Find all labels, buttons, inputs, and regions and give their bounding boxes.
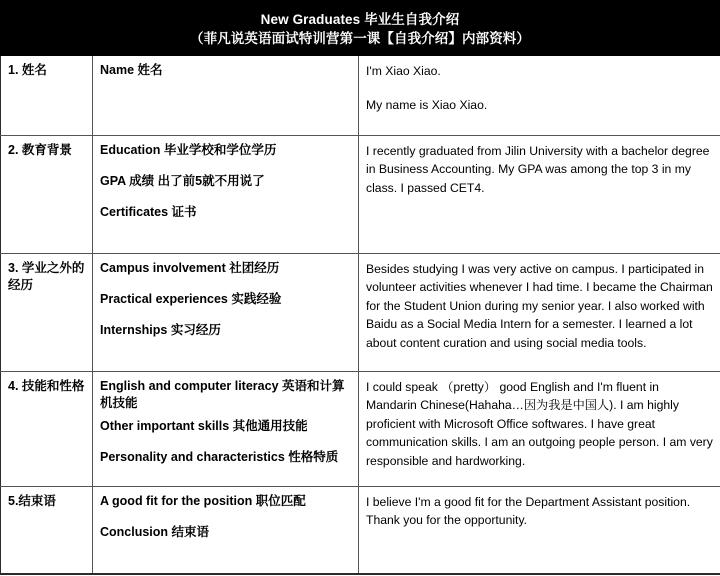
row-answer-cell xyxy=(359,135,720,253)
answer-paragraph: I believe I'm a good fit for the Department Assistant position. Thank you for the opportunity. xyxy=(366,494,691,527)
row-index-label: 2. 教育背景 xyxy=(8,142,72,157)
topic-line: Education 毕业学校和学位学历 xyxy=(100,142,277,157)
table-row xyxy=(1,253,720,371)
row-answer-cell xyxy=(359,56,720,135)
table-row xyxy=(1,135,720,253)
row-index-label: 5.结束语 xyxy=(8,493,56,508)
row-topic-cell xyxy=(93,135,359,253)
answer-line: I'm Xiao Xiao. xyxy=(366,64,441,78)
topic-line: Name 姓名 xyxy=(100,63,163,77)
row-index-cell xyxy=(1,135,93,253)
row-topic-cell xyxy=(93,486,359,574)
answer-paragraph: Besides studying I was very active on campus. I participated in volunteer activities whenever I had time. I became the Chairman for the Student Union during my senior year. I also worked with Baidu as a Social Media Intern for a semester. I learned a lot about content curation and using social media tools. xyxy=(366,261,713,350)
answer-paragraph: I recently graduated from Jilin University with a bachelor degree in Business Accounting. My GPA was among the top 3 in my class. I passed CET4. xyxy=(366,143,710,195)
topic-line: Campus involvement 社团经历 xyxy=(100,260,280,275)
row-topic-cell xyxy=(93,56,359,135)
header-title-secondary: （菲凡说英语面试特训营第一课【自我介绍】内部资料） xyxy=(190,30,530,46)
row-index-cell xyxy=(1,56,93,135)
row-answer-cell xyxy=(359,486,720,574)
document-header-banner xyxy=(0,0,720,56)
self-introduction-table xyxy=(0,56,720,575)
row-topic-cell xyxy=(93,371,359,486)
table-row xyxy=(1,56,720,135)
topic-line: Certificates 证书 xyxy=(100,204,197,219)
table-row xyxy=(1,371,720,486)
row-index-cell xyxy=(1,371,93,486)
row-index-label: 1. 姓名 xyxy=(8,63,47,77)
row-index-cell xyxy=(1,486,93,574)
topic-line: GPA 成绩 出了前5就不用说了 xyxy=(100,173,265,188)
row-index-label: 3. 学业之外的经历 xyxy=(8,260,85,292)
topic-line: A good fit for the position 职位匹配 xyxy=(100,493,306,508)
topic-line: Personality and characteristics 性格特质 xyxy=(100,449,339,464)
topic-line: Conclusion 结束语 xyxy=(100,524,210,539)
row-answer-cell xyxy=(359,253,720,371)
table-row xyxy=(1,486,720,574)
topic-line: Practical experiences 实践经验 xyxy=(100,291,282,306)
row-topic-cell xyxy=(93,253,359,371)
topic-line: Other important skills 其他通用技能 xyxy=(100,418,308,433)
row-answer-cell xyxy=(359,371,720,486)
topic-line: Internships 实习经历 xyxy=(100,322,221,337)
answer-paragraph: I could speak （pretty） good English and I'm fluent in Mandarin Chinese(Hahaha…因为我是中国人). I am highly proficient with Microsoft Office softwares. I have great communication skills. I am an outgoing people person. I am very responsible and hardworking. xyxy=(366,379,713,468)
row-index-label: 4. 技能和性格 xyxy=(8,378,85,393)
answer-line: My name is Xiao Xiao. xyxy=(366,98,488,112)
row-index-cell xyxy=(1,253,93,371)
topic-line: English and computer literacy 英语和计算机技能 xyxy=(100,378,345,410)
header-title-primary: New Graduates 毕业生自我介绍 xyxy=(260,11,460,27)
